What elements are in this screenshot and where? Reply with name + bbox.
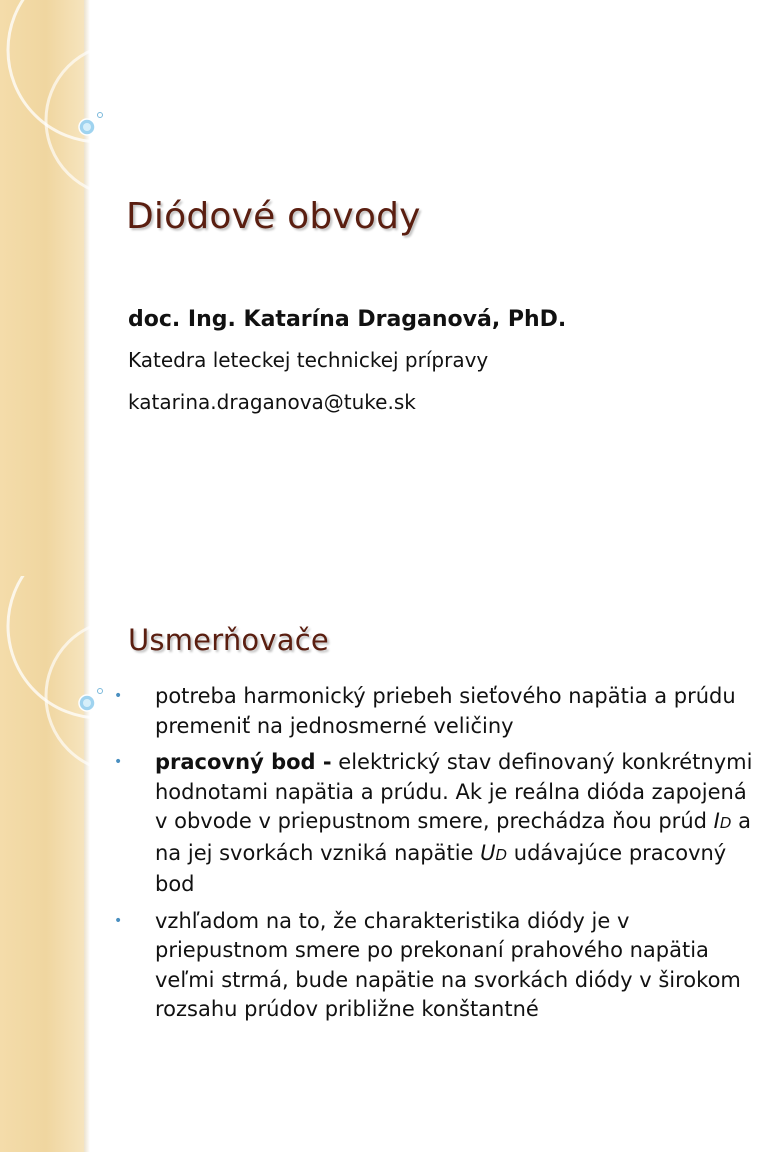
term-bold: pracovný bod - <box>155 750 332 774</box>
bullet-icon: • <box>114 754 123 770</box>
bullet-text: elektrický stav definovaný konkrétnymi hodnotami napätia a prúdu. Ak je reálna dióda zapojená v obvode v priepustnom smere, prechádza ňou prúd <box>155 750 753 833</box>
bullet-text: potreba harmonický priebeh sieťového napätia a prúdu premeniť na jednosmerné veličiny <box>155 684 736 738</box>
bullet-text: a na jej svorkách vzniká napätie <box>155 809 751 865</box>
slide-title: Usmerňovače <box>128 623 329 657</box>
decorative-circles-icon <box>0 0 140 220</box>
bullet-icon: • <box>114 912 123 929</box>
list-item <box>114 682 754 741</box>
list-item <box>114 907 754 1025</box>
slide-title: Diódové obvody <box>126 196 421 237</box>
email-address: katarina.draganova@tuke.sk <box>128 390 416 414</box>
bullet-text: udávajúce pracovný bod <box>155 840 727 896</box>
list-item <box>114 748 754 900</box>
content-slide <box>0 576 768 1152</box>
symbol-current: I <box>713 809 720 833</box>
symbol-voltage: U <box>480 840 496 865</box>
symbol-subscript: D <box>495 845 508 864</box>
author-name: doc. Ing. Katarína Draganová, PhD. <box>128 307 567 332</box>
bullet-list <box>114 682 754 1032</box>
bullet-icon: • <box>114 688 123 704</box>
department: Katedra leteckej technickej prípravy <box>128 348 489 372</box>
bullet-text: vzhľadom na to, že charakteristika diódy je v priepustnom smere po prekonaní prahového napätia veľmi strmá, bude napätie na svorkách diódy v širokom rozsahu prúdov približne konštantné <box>155 908 741 1021</box>
symbol-subscript: D <box>719 814 732 832</box>
